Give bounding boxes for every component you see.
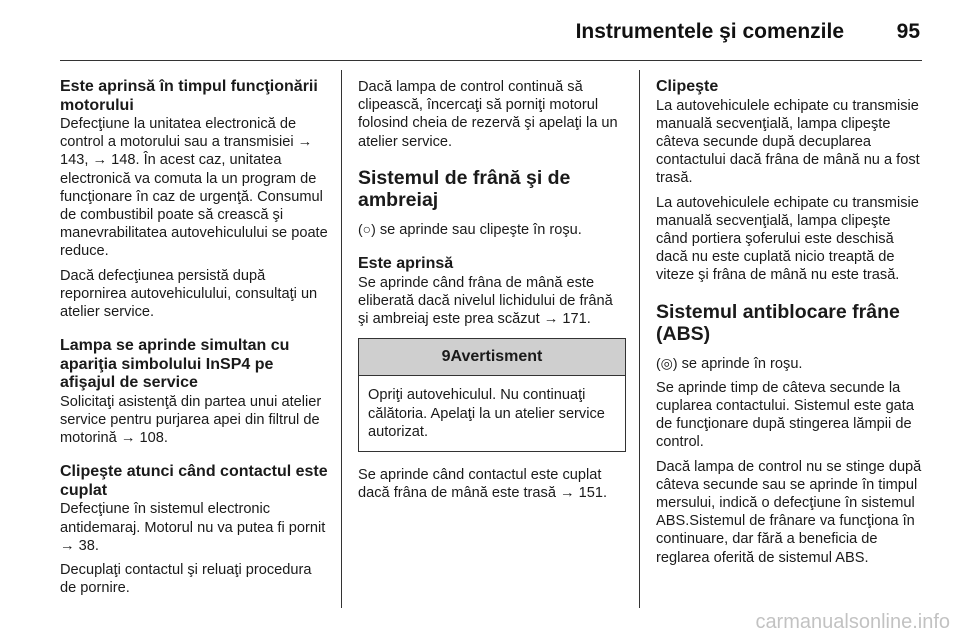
heading-flashes-ignition: Clipeşte atunci când contactul este cuplat	[60, 463, 328, 499]
section-title-abs: Sistemul antiblocare frâne (ABS)	[656, 300, 900, 346]
warning-box	[358, 338, 626, 452]
section-title-brake: Sistemul de frână şi de ambreiaj	[358, 166, 571, 212]
paragraph: Se aprinde timp de câteva secunde la cuplarea contactului. Sistemul este gata de funcţionare după stingerea lămpii de control.	[656, 379, 914, 451]
heading-insp4: Lampa se aprinde simultan cu apariţia simbolului InSP4 pe afişajul de service	[60, 337, 290, 392]
paragraph: Se aprinde când frâna de mână este eliberată dacă nivelul lichidului de frână şi ambreiaj este prea scăzut → 171.	[358, 274, 613, 327]
abs-warning-icon: (◎)	[656, 354, 678, 371]
paragraph: La autovehiculele echipate cu transmisie manuală secvenţială, lampa clipeşte când portiera şoferului este deschisă dacă nu este cuplată nicio treaptă de viteze şi frâna de mână nu este trasă.	[656, 194, 919, 284]
warning-triangle-icon: 9	[441, 348, 451, 366]
paragraph: La autovehiculele echipate cu transmisie manuală secvenţială, lampa clipeşte câteva secunde după decuplarea contactului dacă frâna de mână nu a fost trasă.	[656, 97, 920, 187]
heading-is-lit: Este aprinsă	[358, 255, 454, 273]
paragraph: Dacă lampa de control nu se stinge după câteva secunde sau se aprinde în timpul mersului, indică o defecţiune în sistemul ABS.Sistemul de frânare va funcţiona în continuare, dar fără a beneficia de reglarea oferită de sistemul ABS.	[656, 458, 922, 566]
brake-warning-icon: (○)	[358, 220, 376, 237]
paragraph: Decuplaţi contactul şi reluaţi procedura de pornire.	[60, 561, 312, 597]
paragraph: Dacă defecţiunea persistă după repornirea autovehiculului, consultaţi un atelier service.	[60, 267, 318, 321]
page-title: Instrumentele şi comenzile	[575, 20, 844, 43]
paragraph: Se aprinde când contactul este cuplat dacă frâna de mână este trasă → 151.	[358, 466, 608, 502]
heading-engine-running: Este aprinsă în timpul funcţionării motorului	[60, 78, 318, 114]
warning-title: Avertisment	[450, 348, 543, 366]
paragraph: se aprinde în roşu.	[681, 355, 803, 372]
column-divider	[639, 70, 640, 608]
page-header	[60, 0, 922, 61]
column-2	[358, 78, 626, 508]
column-3	[656, 78, 924, 573]
paragraph: Defecţiune în sistemul electronic antidemaraj. Motorul nu va putea fi pornit → 38.	[60, 501, 326, 554]
column-1	[60, 78, 328, 603]
paragraph: Solicitaţi asistenţă din partea unui atelier service pentru purjarea apei din filtrul de motorină → 108.	[60, 393, 322, 447]
paragraph: se aprinde sau clipeşte în roşu.	[379, 221, 582, 238]
warning-text: Opriţi autovehiculul. Nu continuaţi călătoria. Apelaţi la un atelier service autorizat.	[368, 387, 605, 440]
paragraph: Dacă lampa de control continuă să clipească, încercaţi să porniţi motorul folosind cheia de rezervă şi apelaţi la un atelier service.	[358, 79, 618, 150]
paragraph: Defecţiune la unitatea electronică de control a motorului sau a transmisiei → 143, → 148. În acest caz, unitatea electronică va comuta la un program de funcţionare în caz de urgenţă. Consumul de combustibil poate să crească şi manevrabilitatea autovehiculului se poate reduce.	[60, 116, 328, 260]
warning-header	[359, 339, 625, 376]
column-divider	[341, 70, 342, 608]
watermark: carmanualsonline.info	[755, 611, 950, 633]
heading-flashes: Clipeşte	[656, 78, 719, 95]
page-number: 95	[896, 20, 920, 43]
